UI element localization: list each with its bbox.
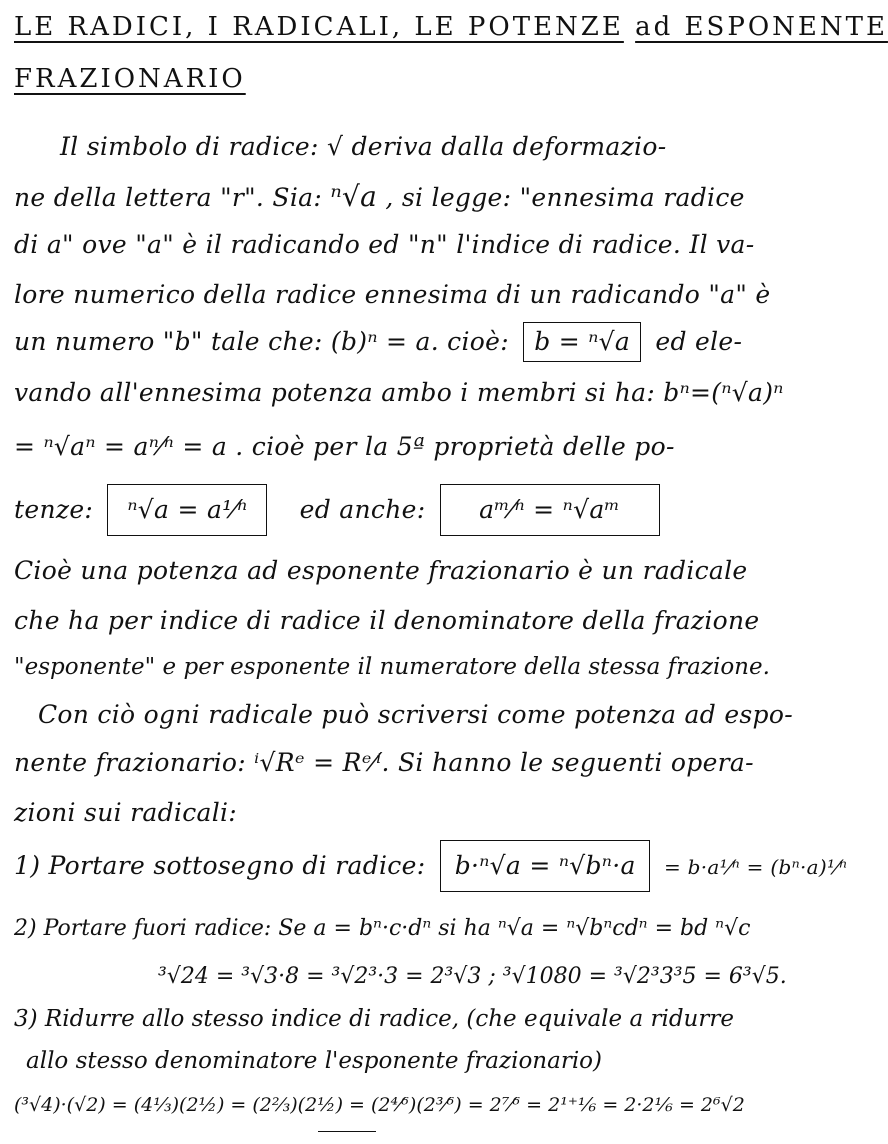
intro-line-6: vando all'ennesima potenza ambo i membri si ha: bⁿ=(ⁿ√a)ⁿ [14,378,784,407]
operation-1-result: = b·a¹⁄ⁿ = (bⁿ·a)¹⁄ⁿ [663,855,848,879]
title-line-2-text: FRAZIONARIO [14,64,246,94]
operation-2-example: ³√24 = ³√3·8 = ³√2³·3 = 2³√3 ; ³√1080 = ³√2³3³5 = 6³√5. [158,964,787,989]
operation-2: 2) Portare fuori radice: Se a = bⁿ·c·dⁿ si ha ⁿ√a = ⁿ√bⁿcdⁿ = bd ⁿ√c [14,916,751,941]
operation-1-label: 1) Portare sottosegno di radice: [14,851,426,880]
intro-line-5 [14,322,742,362]
page-title-line-2 [14,64,246,94]
intro-line-8-a: tenze: [14,495,94,524]
intro-line-2-c: , si legge: "ennesima radice [385,183,745,212]
intro-line-5-a: un numero "b" tale che: (b)ⁿ = a. cioè: [14,327,509,356]
operation-3-example: (³√4)·(√2) = (4⅓)(2½) = (2⅔)(2½) = (2⁴⁄⁶)(2³⁄⁶) = 2⁷⁄⁶ = 2¹⁺⅙ = 2·2⅙ = 2⁶√2 [14,1094,745,1116]
page-title [14,12,888,42]
para3-line-2: nente frazionario: ⁱ√Rᵉ = Rᵉ⁄ⁱ. Si hanno le seguenti opera- [14,748,754,777]
intro-line-4: lore numerico della radice ennesima di un radicando "a" è [14,280,771,309]
intro-line-2-a: ne della lettera "r". Sia: [14,183,323,212]
operation-3: 3) Ridurre allo stesso indice di radice, (che equivale a ridurre [14,1006,734,1032]
para3-line-3: zioni sui radicali: [14,798,238,827]
intro-line-2 [14,182,745,213]
power-as-root-box: aᵐ⁄ⁿ = ⁿ√aᵐ [440,484,660,536]
operation-3-cont: allo stesso denominatore l'esponente frazionario) [26,1048,602,1074]
para3-line-1: Con ciò ogni radicale può scriversi come potenza ad espo- [38,700,793,729]
title-line-1: LE RADICI, I RADICALI, LE POTENZE [14,12,624,42]
para2-line-1: Cioè una potenza ad esponente frazionario è un radicale [14,556,748,585]
intro-line-8-c: ed anche: [299,495,426,524]
para2-line-2: che ha per indice di radice il denominatore della frazione [14,606,760,635]
intro-line-8 [14,484,666,536]
bottom-divider [318,1131,376,1132]
title-line-1-end: ad ESPONENTE [635,12,888,42]
intro-line-1: Il simbolo di radice: √ deriva dalla deformazio- [60,132,667,161]
definition-box: b = ⁿ√a [523,322,641,362]
para2-line-3: "esponente" e per esponente il numeratore della stessa frazione. [14,654,770,680]
intro-line-5-c: ed ele- [655,327,743,356]
intro-line-3: di a" ove "a" è il radicando ed "n" l'indice di radice. Il va- [14,230,755,259]
nth-root-a: ⁿ√a [330,180,378,213]
operation-1-box: b·ⁿ√a = ⁿ√bⁿ·a [440,840,650,892]
operation-1 [14,840,847,892]
intro-line-7: = ⁿ√aⁿ = aⁿ⁄ⁿ = a . cioè per la 5ª proprietà delle po- [14,432,675,461]
root-as-power-box: ⁿ√a = a¹⁄ⁿ [107,484,267,536]
